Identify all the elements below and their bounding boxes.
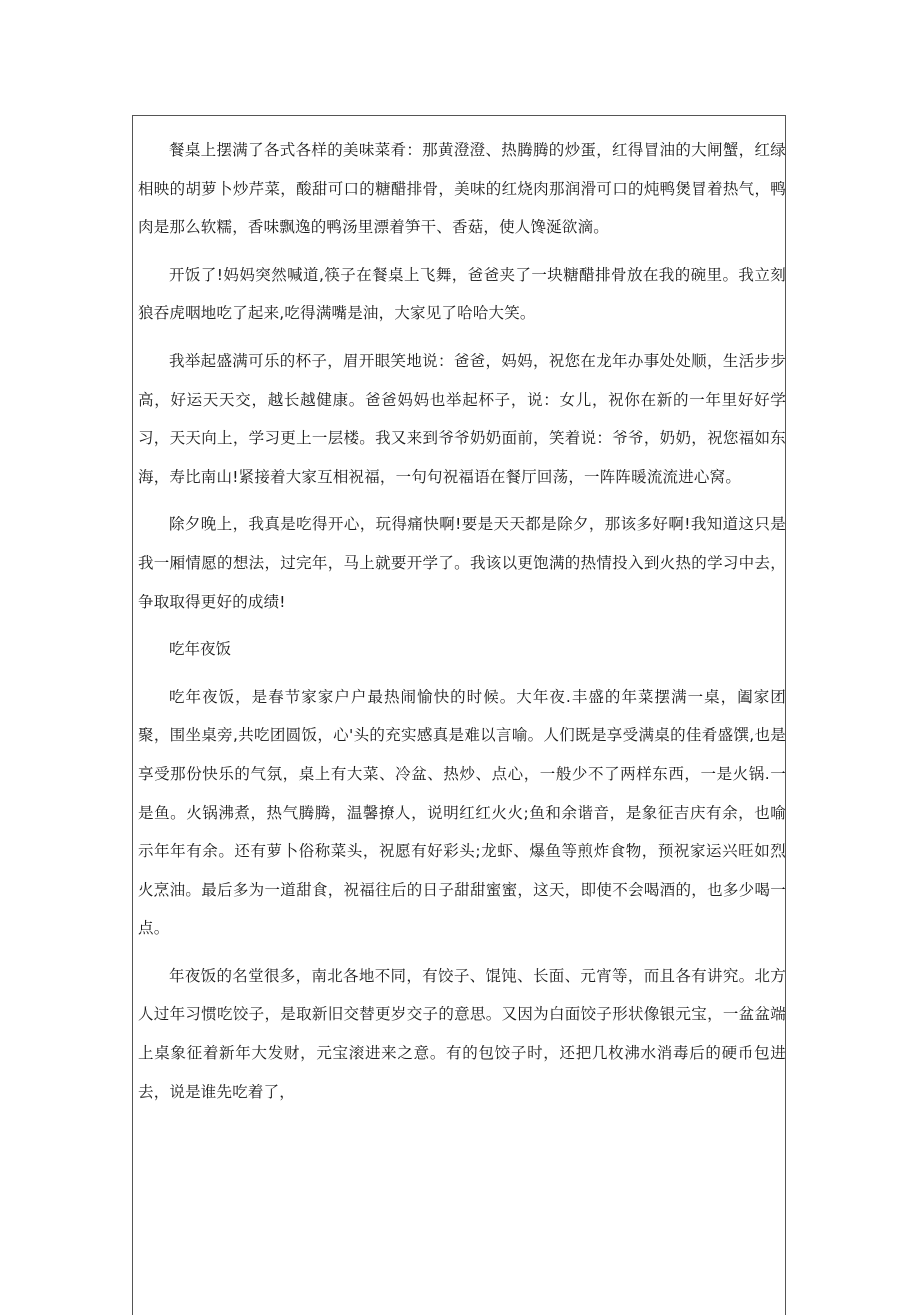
paragraph-new-year-eve: 除夕晚上，我真是吃得开心，玩得痛快啊!要是天天都是除夕，那该多好啊!我知道这只是我一厢情愿的想法，过完年，马上就要开学了。我该以更饱满的热情投入到火热的学习中去，争取取得更好的成绩! <box>138 515 786 611</box>
document-body <box>138 131 786 1120</box>
paragraph-reunion-dinner: 吃年夜饭，是春节家家户户最热闹愉快的时候。大年夜.丰盛的年菜摆满一桌，阖家团聚，围坐桌旁,共吃团圆饭，心'头的充实感真是难以言喻。人们既是享受满桌的佳肴盛馔,也是享受那份快乐的气氛，桌上有大菜、冷盆、热炒、点心，一般少不了两样东西，一是火锅.一是鱼。火锅沸煮，热气腾腾，温馨撩人，说明红红火火;鱼和余谐音，是象征吉庆有余，也喻示年年有余。还有萝卜俗称菜头，祝愿有好彩头;龙虾、爆鱼等煎炸食物，预祝家运兴旺如烈火烹油。最后多为一道甜食，祝福往后的日子甜甜蜜蜜，这天，即使不会喝酒的，也多少喝一点。 <box>138 687 786 938</box>
paragraph-dinner-start: 开饭了!妈妈突然喊道,筷子在餐桌上飞舞，爸爸夹了一块糖醋排骨放在我的碗里。我立刻狼吞虎咽地吃了起来,吃得满嘴是油，大家见了哈哈大笑。 <box>138 265 786 323</box>
paragraph-dishes: 餐桌上摆满了各式各样的美味菜肴：那黄澄澄、热腾腾的炒蛋，红得冒油的大闸蟹，红绿相映的胡萝卜炒芹菜，酸甜可口的糖醋排骨，美味的红烧肉那润滑可口的炖鸭煲冒着热气，鸭肉是那么软糯，香味飘逸的鸭汤里漂着笋干、香菇，使人馋涎欲滴。 <box>138 141 786 237</box>
paragraph-dumplings: 年夜饭的名堂很多，南北各地不同，有饺子、馄饨、长面、元宵等，而且各有讲究。北方人过年习惯吃饺子，是取新旧交替更岁交子的意思。又因为白面饺子形状像银元宝，一盆盆端上桌象征着新年大发财，元宝滚进来之意。有的包饺子时，还把几枚沸水消毒后的硬币包进去，说是谁先吃着了， <box>138 966 786 1101</box>
section-heading: 吃年夜饭 <box>169 640 232 659</box>
paragraph-toasts: 我举起盛满可乐的杯子，眉开眼笑地说：爸爸，妈妈，祝您在龙年办事处处顺，生活步步高，好运天天交，越长越健康。爸爸妈妈也举起杯子，说：女儿，祝你在新的一年里好好学习，天天向上，学习更上一层楼。我又来到爷爷奶奶面前，笑着说：爷爷，奶奶，祝您福如东海，寿比南山!紧接着大家互相祝福，一句句祝福语在餐厅回荡，一阵阵暖流流进心窝。 <box>138 351 786 486</box>
